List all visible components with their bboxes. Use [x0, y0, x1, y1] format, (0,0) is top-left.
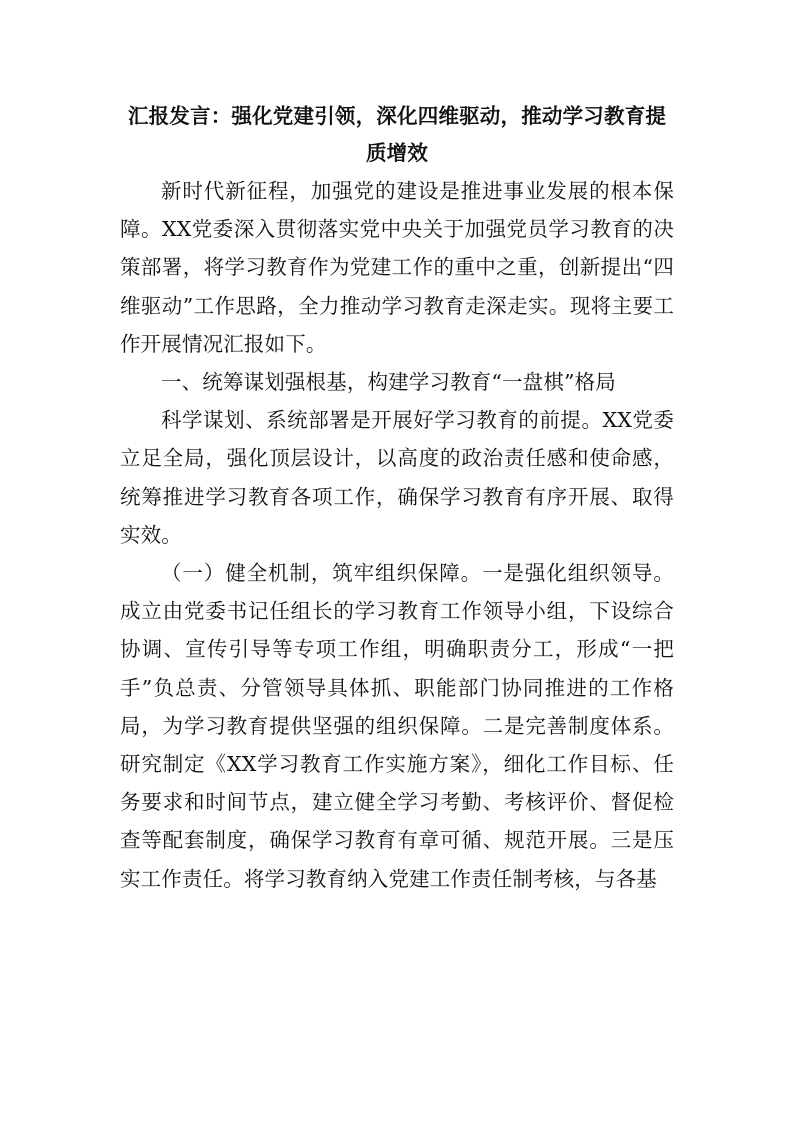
intro-paragraph: 新时代新征程，加强党的建设是推进事业发展的根本保障。XX党委深入贯彻落实党中央关于加强党员学习教育的决策部署，将学习教育作为党建工作的重中之重，创新提出“四维驱动”工作思路，全力推动学习教育走深走实。现将主要工作开展情况汇报如下。	[120, 179, 674, 356]
section-heading-1: 一、统筹谋划强根基，构建学习教育“一盘棋”格局	[161, 370, 616, 395]
document-page	[120, 98, 674, 898]
subsection-1-paragraph: （一）健全机制，筑牢组织保障。一是强化组织领导。成立由党委书记任组长的学习教育工作领导小组，下设综合协调、宣传引导等专项工作组，明确职责分工，形成“一把手”负总责、分管领导具体抓、职能部门协同推进的工作格局，为学习教育提供坚强的组织保障。二是完善制度体系。研究制定《XX学习教育工作实施方案》，细化工作目标、任务要求和时间节点，建立健全学习考勤、考核评价、督促检查等配套制度，确保学习教育有章可循、规范开展。三是压实工作责任。将学习教育纳入党建工作责任制考核，与各基	[120, 561, 674, 891]
section-1-paragraph: 科学谋划、系统部署是开展好学习教育的前提。XX党委立足全局，强化顶层设计，以高度的政治责任感和使命感，统筹推进学习教育各项工作，确保学习教育有序开展、取得实效。	[120, 408, 674, 547]
document-title: 汇报发言：强化党建引领，深化四维驱动，推动学习教育提质增效	[127, 104, 667, 165]
